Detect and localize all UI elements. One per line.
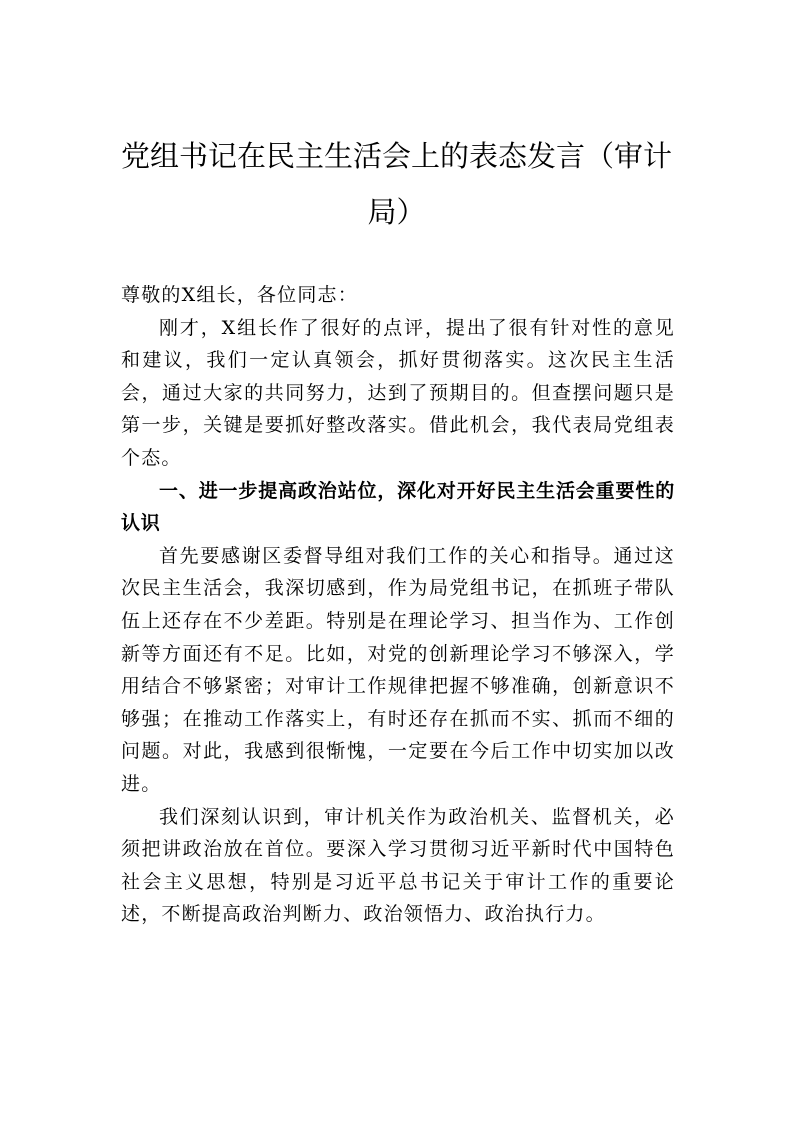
section-heading: 一、进一步提高政治站位，深化对开好民主生活会重要性的认识	[121, 479, 675, 535]
paragraph-intro: 刚才，X组长作了很好的点评，提出了很有针对性的意见和建议，我们一定认真领会，抓好贯彻落实。这次民主生活会，通过大家的共同努力，达到了预期目的。但查摆问题只是第一步，关键是要抓好整改落实。借此机会，我代表局党组表个态。	[121, 316, 675, 469]
document-title: 党组书记在民主生活会上的表态发言（审计局）	[120, 139, 672, 229]
paragraph-section-2: 我们深刻认识到，审计机关作为政治机关、监督机关，必须把讲政治放在首位。要深入学习贯彻习近平新时代中国特色社会主义思想，特别是习近平总书记关于审计工作的重要论述，不断提高政治判断力、政治领悟力、政治执行力。	[121, 805, 675, 926]
paragraph-section-1: 首先要感谢区委督导组对我们工作的关心和指导。通过这次民主生活会，我深切感到，作为局党组书记，在抓班子带队伍上还存在不少差距。特别是在理论学习、担当作为、工作创新等方面还有不足。比如，对党的创新理论学习不够深入，学用结合不够紧密；对审计工作规律把握不够准确，创新意识不够强；在推动工作落实上，有时还存在抓而不实、抓而不细的问题。对此，我感到很惭愧，一定要在今后工作中切实加以改进。	[121, 544, 675, 795]
salutation: 尊敬的X组长，各位同志：	[121, 284, 358, 306]
document-body	[121, 279, 675, 931]
